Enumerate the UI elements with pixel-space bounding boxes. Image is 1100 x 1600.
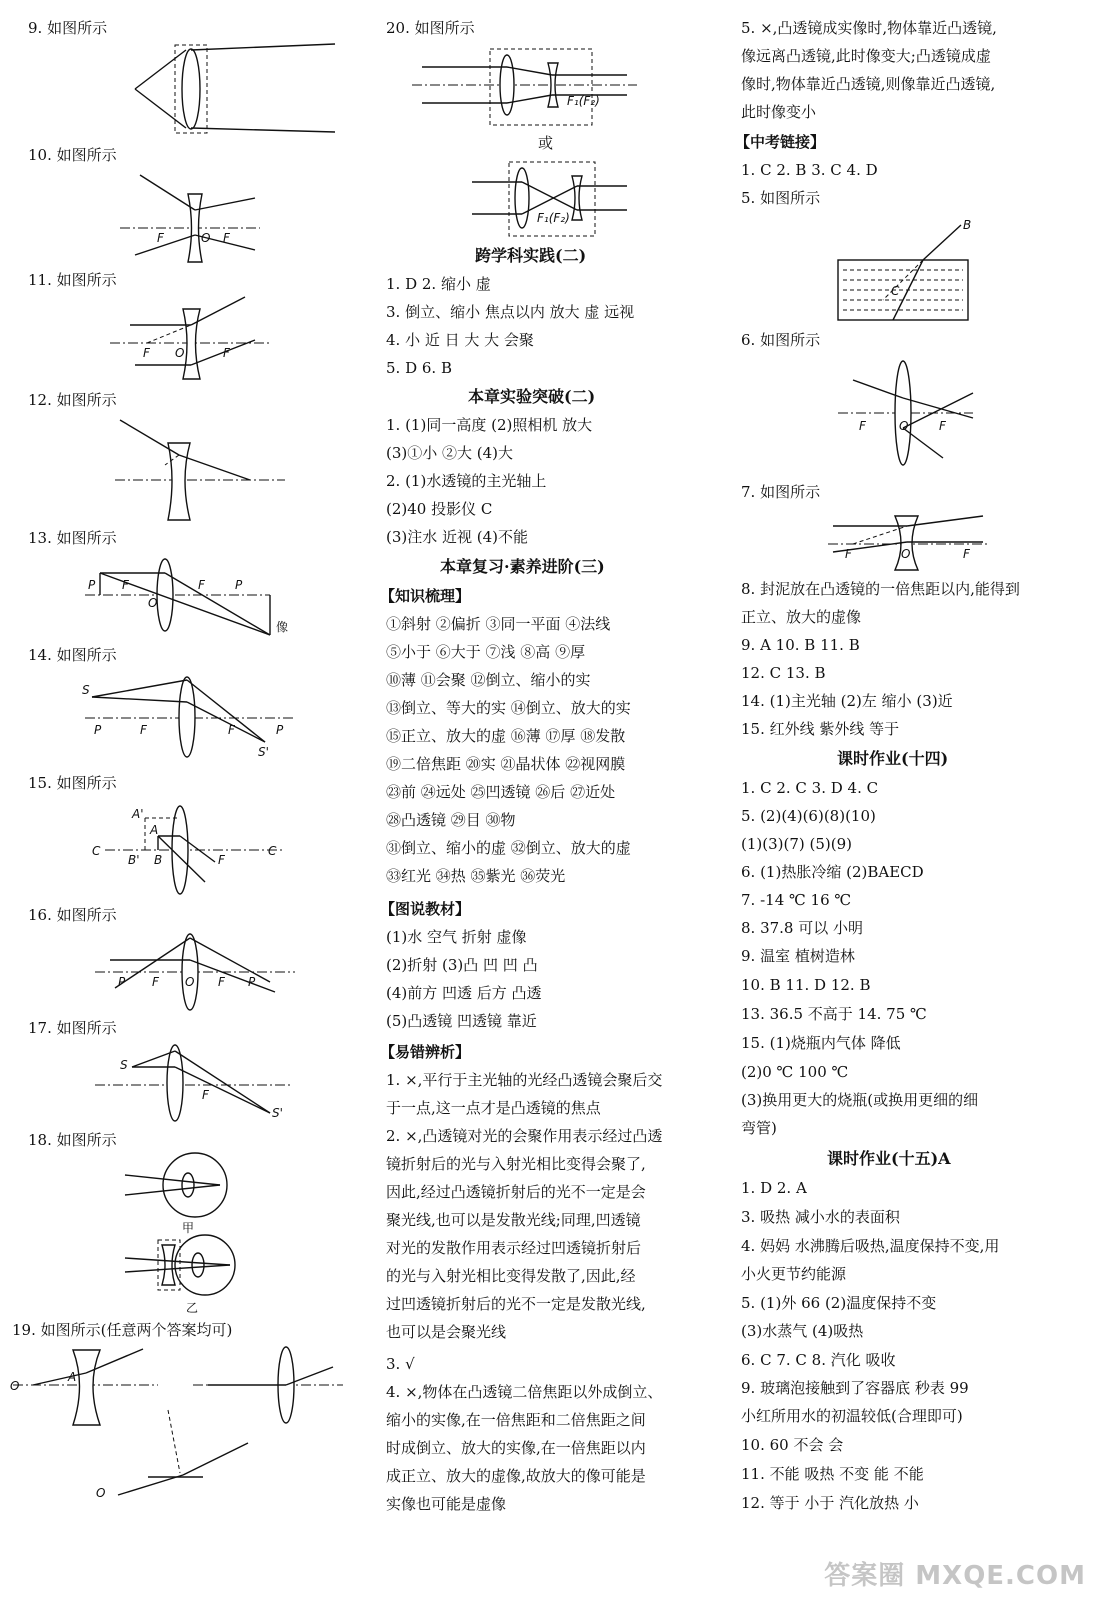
right-top-row: 此时像变小	[741, 103, 817, 121]
label-f7-F2: F	[963, 547, 970, 561]
label-f17-F: F	[202, 1088, 209, 1102]
subsection-link: 【中考链接】	[735, 133, 826, 151]
label-f15-C2: C	[268, 844, 277, 858]
errors-row: 4. ×,物体在凸透镜二倍焦距以外成倒立、	[386, 1383, 663, 1401]
errors-row: 对光的发散作用表示经过凹透镜折射后	[386, 1239, 642, 1257]
section-title-2: 本章实验突破(二)	[468, 387, 596, 406]
hw14-row: 9. 温室 植树造林	[741, 947, 855, 965]
hw14-row: (2)0 ℃ 100 ℃	[741, 1063, 849, 1081]
answer-14: 14. 如图所示	[28, 646, 117, 664]
label-f11-F2: F	[223, 346, 230, 360]
errors-row: 实像也可能是虚像	[386, 1495, 507, 1513]
figure-14	[80, 672, 300, 757]
label-f10-F: F	[157, 231, 164, 245]
sec2-row: (2)40 投影仪 C	[386, 500, 493, 518]
hw14-row: 1. C 2. C 3. D 4. C	[741, 779, 879, 797]
hw15-row: 11. 不能 吸热 不变 能 不能	[741, 1465, 924, 1483]
answer-20: 20. 如图所示	[386, 19, 475, 37]
label-f10-O: O	[201, 231, 211, 245]
hw15-row: 1. D 2. A	[741, 1179, 807, 1197]
errors-row: 1. ×,平行于主光轴的光经凸透镜会聚后交	[386, 1071, 663, 1089]
right-top-row: 像远离凸透镜,此时像变大;凸透镜成虚	[741, 47, 991, 65]
hw14-row: 7. -14 ℃ 16 ℃	[741, 891, 852, 909]
hw15-row: 12. 等于 小于 汽化放热 小	[741, 1494, 919, 1512]
label-f18-a: 甲	[182, 1221, 195, 1235]
figures-row: (5)凸透镜 凹透镜 靠近	[386, 1012, 537, 1030]
answer-12: 12. 如图所示	[28, 391, 117, 409]
right-top-row: 5. ×,凸透镜成实像时,物体靠近凸透镜,	[741, 19, 997, 37]
hw14-row: (3)换用更大的烧瓶(或换用更细的细	[741, 1091, 979, 1109]
errors-row: 成正立、放大的虚像,故放大的像可能是	[386, 1467, 646, 1485]
label-f14-F2: F	[228, 723, 235, 737]
knowledge-row: ㉘凸透镜 ㉙目 ㉚物	[386, 811, 516, 829]
answer-11: 11. 如图所示	[28, 271, 117, 289]
figure-17	[90, 1043, 300, 1128]
errors-row: 过凹透镜折射后的光不一定是发散光线,	[386, 1295, 646, 1313]
right-top-row: 像时,物体靠近凸透镜,则像靠近凸透镜,	[741, 75, 996, 93]
figure-12	[110, 415, 290, 525]
middle-column	[372, 0, 717, 1600]
knowledge-row: ⑩薄 ⑪会聚 ⑫倒立、缩小的实	[386, 671, 591, 689]
figure-11	[105, 295, 275, 385]
label-f11-F: F	[143, 346, 150, 360]
answer-15: 15. 如图所示	[28, 774, 117, 792]
knowledge-row: ⑲二倍焦距 ⑳实 ㉑晶状体 ㉒视网膜	[386, 755, 626, 773]
right-column	[733, 0, 1093, 1600]
homework-14-title: 课时作业(十四)	[837, 749, 949, 768]
label-f10-F2: F	[223, 231, 230, 245]
label-f13-O: O	[148, 596, 158, 610]
label-f19-O: O	[10, 1379, 20, 1393]
after7-row: 8. 封泥放在凸透镜的一倍焦距以内,能得到	[741, 580, 1020, 598]
sec1-row: 3. 倒立、缩小 焦点以内 放大 虚 远视	[386, 303, 635, 321]
label-f6-O: O	[899, 419, 909, 433]
sec2-row: (3)①小 ②大 (4)大	[386, 444, 514, 462]
figure-link-6	[833, 358, 983, 468]
hw14-row: 弯管)	[741, 1119, 777, 1137]
label-f15-A1: A'	[132, 807, 144, 821]
figure-20a	[412, 45, 642, 130]
link-row: 1. C 2. B 3. C 4. D	[741, 161, 878, 179]
label-f15-C: C	[92, 844, 101, 858]
label-f5-B: B	[963, 218, 972, 232]
hw15-row: (3)水蒸气 (4)吸热	[741, 1322, 864, 1340]
hw15-row: 5. (1)外 66 (2)温度保持不变	[741, 1294, 937, 1312]
sec1-row: 1. D 2. 缩小 虚	[386, 275, 491, 293]
sec2-row: (3)注水 近视 (4)不能	[386, 528, 529, 546]
label-f13-P2: P	[235, 578, 243, 592]
left-column	[0, 0, 360, 1600]
label-f16-F: F	[152, 975, 159, 989]
figures-row: (4)前方 凹透 后方 凸透	[386, 984, 542, 1002]
sec2-row: 1. (1)同一高度 (2)照相机 放大	[386, 416, 593, 434]
figures-row: (1)水 空气 折射 虚像	[386, 928, 527, 946]
hw14-row: 10. B 11. D 12. B	[741, 976, 871, 994]
label-f5-C: C	[891, 284, 900, 298]
knowledge-row: ⑮正立、放大的虚 ⑯薄 ⑰厚 ⑱发散	[386, 727, 626, 745]
hw15-row: 4. 妈妈 水沸腾后吸热,温度保持不变,用	[741, 1237, 1000, 1255]
answer-19: 19. 如图所示(任意两个答案均可)	[12, 1321, 233, 1339]
figure-18	[120, 1150, 260, 1315]
subsection-knowledge: 【知识梳理】	[380, 587, 471, 605]
hw14-row: 5. (2)(4)(6)(8)(10)	[741, 807, 876, 825]
answer-17: 17. 如图所示	[28, 1019, 117, 1037]
knowledge-row: ⑬倒立、等大的实 ⑭倒立、放大的实	[386, 699, 631, 717]
label-f6-F2: F	[939, 419, 946, 433]
figure-20b	[467, 160, 637, 240]
link-item-6: 6. 如图所示	[741, 331, 821, 349]
knowledge-row: ㉓前 ㉔远处 ㉕凹透镜 ㉖后 ㉗近处	[386, 783, 616, 801]
answer-9: 9. 如图所示	[28, 19, 108, 37]
label-f20-F2: F₁(F₂)	[537, 211, 570, 225]
figure-16	[90, 930, 300, 1015]
errors-row: 时成倒立、放大的实像,在一倍焦距以内	[386, 1439, 646, 1457]
sec2-row: 2. (1)水透镜的主光轴上	[386, 472, 547, 490]
knowledge-row: ①斜射 ②偏折 ③同一平面 ④法线	[386, 615, 611, 633]
hw15-row: 小火更节约能源	[741, 1265, 847, 1283]
hw14-row: 15. (1)烧瓶内气体 降低	[741, 1034, 901, 1052]
errors-row: 的光与入射光相比变得发散了,因此,经	[386, 1267, 636, 1285]
homework-15-title: 课时作业(十五)A	[827, 1149, 951, 1168]
label-f13-image: 像	[276, 620, 289, 634]
hw15-row: 小红所用水的初温较低(合理即可)	[741, 1407, 963, 1425]
after7-row: 正立、放大的虚像	[741, 608, 862, 626]
label-f14-S2: S'	[258, 745, 269, 759]
or-label: 或	[538, 134, 554, 152]
errors-row: 镜折射后的光与入射光相比变得会聚了,	[386, 1155, 646, 1173]
errors-row: 聚光线,也可以是发散光线;同理,凹透镜	[386, 1211, 641, 1229]
label-f15-B1: B'	[128, 853, 140, 867]
label-f13-F: F	[122, 578, 129, 592]
figures-row: (2)折射 (3)凸 凹 凹 凸	[386, 956, 538, 974]
label-f13-F2: F	[198, 578, 205, 592]
label-f11-O: O	[175, 346, 185, 360]
errors-row: 3. √	[386, 1355, 415, 1373]
hw14-row: (1)(3)(7) (5)(9)	[741, 835, 853, 853]
section-title-3: 本章复习·素养进阶(三)	[440, 557, 605, 576]
figure-link-5	[833, 215, 983, 325]
errors-row: 2. ×,凸透镜对光的会聚作用表示经过凸透	[386, 1127, 663, 1145]
knowledge-row: ⑤小于 ⑥大于 ⑦浅 ⑧高 ⑨厚	[386, 643, 586, 661]
label-f15-B: B	[154, 853, 163, 867]
label-f18-b: 乙	[186, 1301, 199, 1315]
answer-18: 18. 如图所示	[28, 1131, 117, 1149]
hw15-row: 6. C 7. C 8. 汽化 吸收	[741, 1351, 896, 1369]
hw14-row: 13. 36.5 不高于 14. 75 ℃	[741, 1005, 927, 1023]
after7-row: 9. A 10. B 11. B	[741, 636, 860, 654]
sec1-row: 4. 小 近 日 大 大 会聚	[386, 331, 534, 349]
after7-row: 15. 红外线 紫外线 等于	[741, 720, 900, 738]
hw15-row: 9. 玻璃泡接触到了容器底 秒表 99	[741, 1379, 969, 1397]
label-f16-O: O	[185, 975, 195, 989]
watermark-logo: 答案圈 MXQE.COM	[824, 1561, 1086, 1591]
label-f14-F: F	[140, 723, 147, 737]
answer-13: 13. 如图所示	[28, 529, 117, 547]
answer-16: 16. 如图所示	[28, 906, 117, 924]
errors-row: 于一点,这一点才是凸透镜的焦点	[386, 1099, 601, 1117]
after7-row: 12. C 13. B	[741, 664, 826, 682]
section-title-1: 跨学科实践(二)	[475, 246, 587, 265]
errors-row: 因此,经过凸透镜折射后的光不一定是会	[386, 1183, 646, 1201]
hw14-row: 6. (1)热胀冷缩 (2)BAECD	[741, 863, 924, 881]
label-f6-F: F	[859, 419, 866, 433]
after7-row: 14. (1)主光轴 (2)左 缩小 (3)近	[741, 692, 953, 710]
answer-10: 10. 如图所示	[28, 146, 117, 164]
figure-link-7	[823, 512, 993, 572]
hw15-row: 10. 60 不会 会	[741, 1436, 844, 1454]
hw15-row: 3. 吸热 减小水的表面积	[741, 1208, 900, 1226]
label-f7-F: F	[845, 547, 852, 561]
label-f16-P2: P	[248, 975, 256, 989]
figure-9	[120, 42, 340, 137]
sec1-row: 5. D 6. B	[386, 359, 452, 377]
figure-15	[90, 800, 310, 905]
hw14-row: 8. 37.8 可以 小明	[741, 919, 864, 937]
label-f17-S2: S'	[272, 1106, 283, 1120]
label-f7-O: O	[901, 547, 911, 561]
errors-row: 也可以是会聚光线	[386, 1323, 507, 1341]
label-f20-F: F₁(F₂)	[567, 94, 600, 108]
label-f19-A: A	[68, 1370, 77, 1384]
label-f13-P: P	[88, 578, 96, 592]
knowledge-row: ㉛倒立、缩小的虚 ㉜倒立、放大的虚	[386, 839, 631, 857]
knowledge-row: ㉝红光 ㉞热 ㉟紫光 ㊱荧光	[386, 867, 566, 885]
label-f14-P: P	[94, 723, 102, 737]
label-f14-P2: P	[276, 723, 284, 737]
label-f14-S: S	[82, 683, 90, 697]
label-f15-F: F	[218, 853, 225, 867]
label-f17-S: S	[120, 1058, 128, 1072]
subsection-figures: 【图说教材】	[380, 900, 471, 918]
label-f19-O2: O	[96, 1486, 106, 1500]
label-f16-P: P	[118, 975, 126, 989]
label-f15-A: A	[150, 823, 159, 837]
figure-19	[8, 1345, 348, 1515]
subsection-errors: 【易错辨析】	[380, 1043, 471, 1061]
label-f16-F2: F	[218, 975, 225, 989]
figure-10	[115, 170, 265, 265]
link-item-5: 5. 如图所示	[741, 189, 821, 207]
errors-row: 缩小的实像,在一倍焦距和二倍焦距之间	[386, 1411, 646, 1429]
link-item-7: 7. 如图所示	[741, 483, 821, 501]
figure-13	[80, 555, 310, 640]
